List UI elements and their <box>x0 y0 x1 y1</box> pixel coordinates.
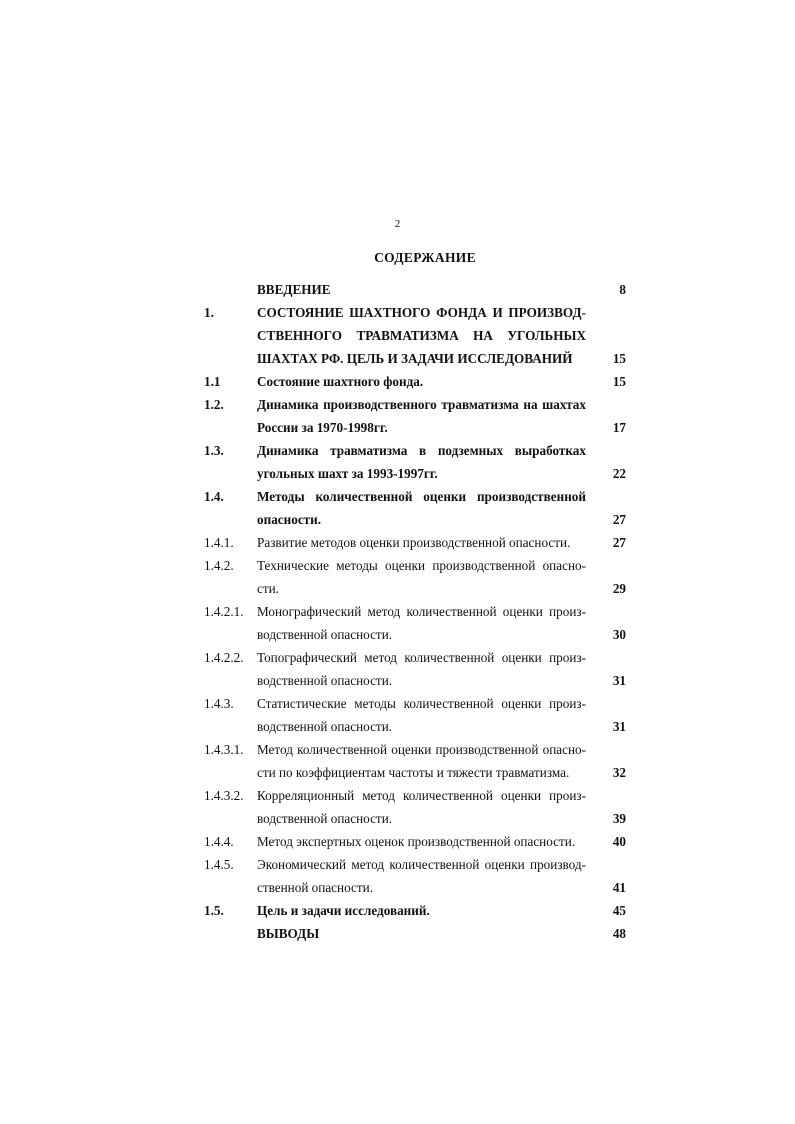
toc-entry-number: 1.4.4. <box>204 834 234 849</box>
toc-entry-number: 1.1 <box>204 374 221 389</box>
toc-entry-page: 15 <box>612 374 626 389</box>
toc-entry-line <box>0 922 795 945</box>
toc-entry-page: 30 <box>612 627 626 642</box>
toc-entry <box>0 899 795 922</box>
toc-entry-text: Динамика производственного травматизма на шахтах <box>257 397 586 412</box>
toc-entry <box>0 922 795 945</box>
toc-entry-text: опасности. <box>257 512 322 527</box>
toc-entry-text: сти. <box>257 581 279 596</box>
toc-entry-line <box>0 807 795 830</box>
toc-entry <box>0 531 795 554</box>
toc-entry-number: 1. <box>204 305 214 320</box>
toc-entry-text: СТВЕННОГО ТРАВМАТИЗМА НА УГОЛЬНЫХ <box>257 328 586 343</box>
toc-entry-text: Метод количественной оценки производственной опасно- <box>257 742 586 757</box>
toc-entry-line <box>0 416 795 439</box>
toc-entry <box>0 439 795 485</box>
toc-entry-page: 48 <box>612 926 626 941</box>
toc-entry-page: 40 <box>612 834 626 849</box>
toc-entry-number: 1.4.2. <box>204 558 234 573</box>
toc-entry-number: 1.4.3. <box>204 696 234 711</box>
toc-entry-text: сти по коэффициентам частоты и тяжести травматизма. <box>257 765 570 780</box>
toc-entry-line <box>0 485 795 508</box>
toc-entry-page: 8 <box>619 282 626 297</box>
toc-entry-line <box>0 784 795 807</box>
toc-entry-text: Топографический метод количественной оценки произ- <box>257 650 586 665</box>
page-number: 2 <box>394 218 401 230</box>
toc-entry-line <box>0 692 795 715</box>
toc-entry <box>0 485 795 531</box>
toc-entry-line <box>0 646 795 669</box>
toc-entry <box>0 301 795 370</box>
toc-entry-text: СОСТОЯНИЕ ШАХТНОГО ФОНДА И ПРОИЗВОД- <box>257 305 586 320</box>
toc-entry-text: России за 1970-1998гг. <box>257 420 388 435</box>
toc-entry-page: 39 <box>612 811 626 826</box>
toc-entry-page: 41 <box>612 880 626 895</box>
toc-entry-line <box>0 876 795 899</box>
toc-entry-text: Цель и задачи исследований. <box>257 903 430 918</box>
toc-entry-line <box>0 393 795 416</box>
table-of-contents <box>0 278 795 945</box>
toc-entry-text: водственной опасности. <box>257 627 393 642</box>
toc-entry <box>0 853 795 899</box>
toc-entry-text: Технические методы оценки производственной опасно- <box>257 558 586 573</box>
toc-entry-text: ШАХТАХ РФ. ЦЕЛЬ И ЗАДАЧИ ИССЛЕДОВАНИЙ <box>257 351 573 366</box>
toc-entry-line <box>0 554 795 577</box>
toc-entry-number: 1.4.1. <box>204 535 234 550</box>
toc-entry-line <box>0 761 795 784</box>
toc-entry <box>0 370 795 393</box>
toc-entry-text: Экономический метод количественной оценки производ- <box>257 857 586 872</box>
toc-entry-page: 29 <box>612 581 626 596</box>
toc-entry <box>0 738 795 784</box>
toc-entry-number: 1.4.3.1. <box>204 742 244 757</box>
toc-entry-page: 45 <box>612 903 626 918</box>
toc-entry-line <box>0 439 795 462</box>
toc-entry <box>0 646 795 692</box>
toc-entry-number: 1.3. <box>204 443 224 458</box>
toc-entry-line <box>0 301 795 324</box>
toc-entry <box>0 278 795 301</box>
toc-entry-page: 32 <box>612 765 626 780</box>
toc-entry-text: угольных шахт за 1993-1997гг. <box>257 466 438 481</box>
toc-entry-line <box>0 324 795 347</box>
toc-entry-line <box>0 899 795 922</box>
toc-entry-line <box>0 531 795 554</box>
toc-entry <box>0 554 795 600</box>
toc-entry-text: Метод экспертных оценок производственной опасности. <box>257 834 576 849</box>
toc-entry-text: Монографический метод количественной оценки произ- <box>257 604 586 619</box>
toc-entry-page: 27 <box>612 535 626 550</box>
toc-entry-number: 1.4.2.1. <box>204 604 244 619</box>
toc-entry <box>0 600 795 646</box>
toc-entry-text: Состояние шахтного фонда. <box>257 374 424 389</box>
toc-entry-line <box>0 715 795 738</box>
toc-entry-line <box>0 370 795 393</box>
toc-entry-page: 31 <box>612 673 626 688</box>
toc-entry-text: Динамика травматизма в подземных выработках <box>257 443 586 458</box>
toc-entry-text: водственной опасности. <box>257 811 393 826</box>
toc-entry-number: 1.4. <box>204 489 224 504</box>
toc-entry-text: водственной опасности. <box>257 719 393 734</box>
toc-entry-page: 17 <box>612 420 626 435</box>
toc-entry-line <box>0 830 795 853</box>
toc-entry-line <box>0 508 795 531</box>
toc-entry-line <box>0 669 795 692</box>
toc-entry-line <box>0 600 795 623</box>
toc-entry-page: 31 <box>612 719 626 734</box>
toc-entry <box>0 830 795 853</box>
page-title: СОДЕРЖАНИЕ <box>374 250 476 265</box>
toc-entry-page: 27 <box>612 512 626 527</box>
toc-entry-text: ственной опасности. <box>257 880 373 895</box>
toc-entry <box>0 692 795 738</box>
toc-entry-text: ВЫВОДЫ <box>257 926 320 941</box>
toc-entry-text: Статистические методы количественной оценки произ- <box>257 696 586 711</box>
toc-entry-line <box>0 278 795 301</box>
toc-entry-page: 15 <box>612 351 626 366</box>
toc-entry-line <box>0 347 795 370</box>
toc-entry-number: 1.2. <box>204 397 224 412</box>
toc-entry-line <box>0 462 795 485</box>
toc-entry-text: водственной опасности. <box>257 673 393 688</box>
toc-entry-text: ВВЕДЕНИЕ <box>257 282 331 297</box>
toc-entry-page: 22 <box>612 466 626 481</box>
toc-entry-text: Методы количественной оценки производственной <box>257 489 586 504</box>
toc-entry-number: 1.4.2.2. <box>204 650 244 665</box>
toc-entry-line <box>0 577 795 600</box>
toc-entry-text: Развитие методов оценки производственной опасности. <box>257 535 571 550</box>
toc-entry-line <box>0 623 795 646</box>
toc-entry <box>0 393 795 439</box>
toc-entry <box>0 784 795 830</box>
toc-entry-text: Корреляционный метод количественной оценки произ- <box>257 788 586 803</box>
toc-entry-line <box>0 738 795 761</box>
toc-entry-number: 1.4.5. <box>204 857 234 872</box>
toc-entry-number: 1.5. <box>204 903 224 918</box>
toc-entry-line <box>0 853 795 876</box>
toc-entry-number: 1.4.3.2. <box>204 788 244 803</box>
